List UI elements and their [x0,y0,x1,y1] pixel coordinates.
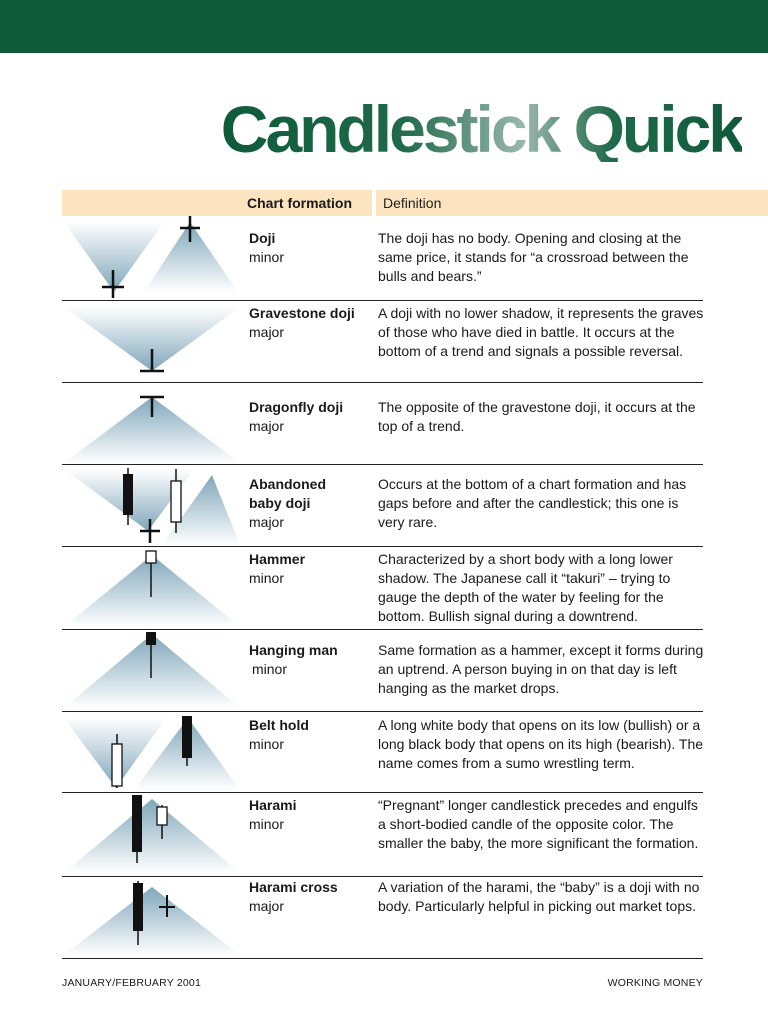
formation-level: major [249,418,285,434]
footer-issue-date: JANUARY/FEBRUARY 2001 [62,977,202,989]
formation-level: minor [249,570,285,586]
formation-title: Dragonfly doji [249,399,344,415]
formation-definition: The doji has no body. Opening and closing at the same price, it stands for “a crossroad between the bulls and bears.” [378,230,689,284]
formation-name [249,229,284,267]
formation-title: Hammer [249,551,306,567]
table-row-doji [62,216,703,301]
formation-name [249,796,296,834]
formation-definition: Characterized by a short body with a long lower shadow. The Japanese call it “takuri” – trying to gauge the depth of the water by feeling for the bottom. Bullish signal during a downtrend. [378,551,673,624]
formation-definition: A long white body that opens on its low (bullish) or a long black body that opens on its high (bearish). The name comes from a sumo wrestling term. [378,717,704,771]
hanging-man-illustration [62,630,242,711]
uptrend-wedge [64,887,240,955]
formation-level: minor [249,736,285,752]
header-chart-formation [62,190,372,216]
formation-title: Abandoned baby doji [249,476,326,511]
hammer-illustration [62,547,242,629]
formation-title: Harami [249,797,297,813]
formation-title: Gravestone doji [249,305,355,321]
formation-name [249,878,338,916]
formation-definition: “Pregnant” longer candlestick precedes and engulfs a short-bodied candle of the opposite color. The smaller the baby, the more significant the formation. [378,797,699,851]
formation-level: minor [252,661,288,677]
formation-name [249,716,309,754]
formation-level: major [249,898,285,914]
formation-title: Hanging man [249,642,338,658]
formation-name [249,304,355,342]
table-row-dragonfly-doji [62,383,703,465]
gravestone-doji-illustration [62,301,242,382]
table-row-abandoned-baby-doji [62,465,703,547]
uptrend-wedge [64,555,240,627]
header-definition: Definition [376,190,768,216]
harami-illustration [62,793,242,876]
formation-definition: A doji with no lower shadow, it represents the graves of those who have died in battle. It occurs at the bottom of a trend and signals a possible reversal. [378,305,704,359]
uptrend-wedge [64,634,240,708]
formation-definition: A variation of the harami, the “baby” is a doji with no body. Particularly helpful in picking out market tops. [378,879,700,914]
formation-definition: Same formation as a hammer, except it forms during an uptrend. A person buying in on that day is left hanging as the market drops. [378,642,704,696]
formation-name [249,475,359,532]
top-banner [0,0,768,53]
formation-level: major [249,324,285,340]
formation-level: minor [249,249,285,265]
table-row-harami-cross [62,877,703,959]
header-chart-formation-label: Chart formation [247,195,352,211]
formation-name [249,641,338,679]
harami-cross-illustration [62,877,242,958]
doji-illustration [62,216,242,300]
page-title: Candlestick Quick [220,92,742,166]
uptrend-wedge [64,799,240,873]
formation-definition: Occurs at the bottom of a chart formation and has gaps before and after the candlestick; this one is very rare. [378,476,687,530]
formation-level: minor [249,816,285,832]
formation-level: major [249,514,285,530]
formation-title: Doji [249,230,276,246]
abandoned-baby-doji-illustration [62,465,242,546]
table-row-belt-hold [62,712,703,793]
formation-definition: The opposite of the gravestone doji, it occurs at the top of a trend. [378,399,696,434]
table-row-harami [62,793,703,877]
formation-title: Harami cross [249,879,338,895]
dragonfly-doji-illustration [62,383,242,464]
formation-name [249,398,343,436]
belt-hold-illustration [62,712,242,792]
table-row-gravestone-doji [62,301,703,383]
table-header [62,190,768,216]
footer-publication: WORKING MONEY [607,977,703,989]
table-row-hanging-man [62,630,703,712]
formation-name [249,550,305,588]
formation-title: Belt hold [249,717,309,733]
table-row-hammer [62,547,703,630]
